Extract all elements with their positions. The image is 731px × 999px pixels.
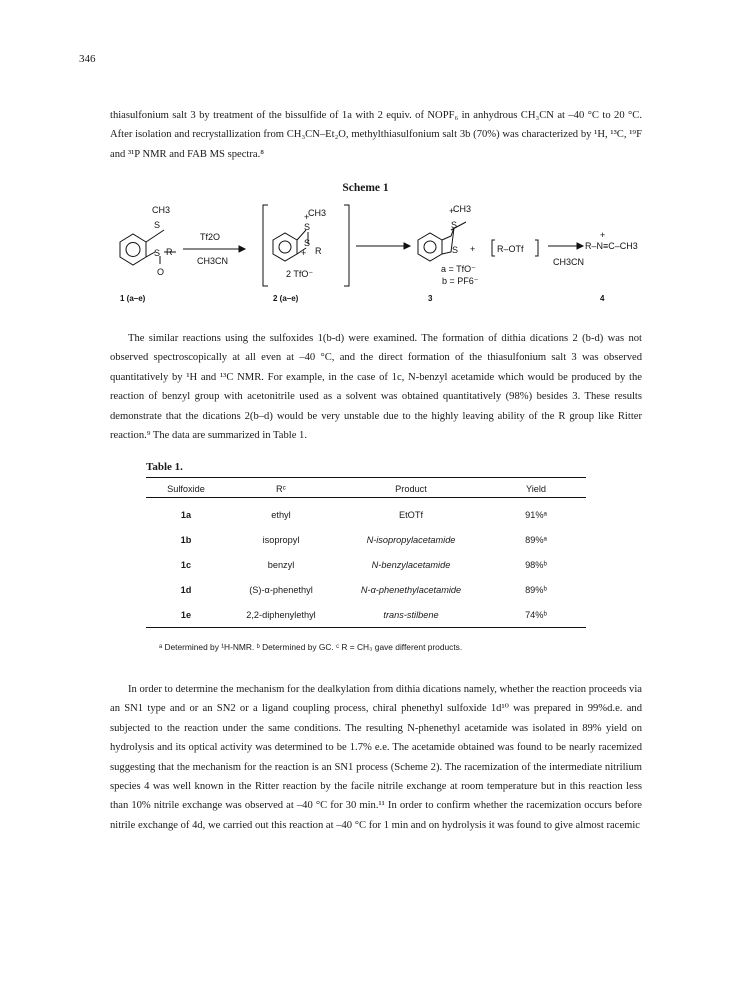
cell-r: ethyl xyxy=(271,509,291,520)
scheme-1-diagram xyxy=(108,200,638,310)
cell-r: isopropyl xyxy=(262,534,300,545)
table-row xyxy=(146,527,586,552)
table-row xyxy=(146,602,586,628)
cell-yield: 91%ᵃ xyxy=(525,509,547,520)
header-sulfoxide: Sulfoxide xyxy=(146,478,226,498)
table-caption: Table 1. xyxy=(146,461,183,473)
svg-text:R–N≡C–CH3: R–N≡C–CH3 xyxy=(585,241,638,251)
svg-text:+: + xyxy=(304,212,310,222)
scheme-title: Scheme 1 xyxy=(342,182,389,194)
svg-text:CH3: CH3 xyxy=(152,205,171,215)
svg-text:S: S xyxy=(304,222,311,232)
svg-text:R: R xyxy=(315,246,322,256)
cell-sulfoxide: 1b xyxy=(180,534,192,545)
cell-r: benzyl xyxy=(267,559,295,570)
svg-text:3: 3 xyxy=(428,294,433,303)
results-table xyxy=(146,477,586,628)
table-row xyxy=(146,552,586,577)
table-row xyxy=(146,498,586,528)
table-footnote: ᵃ Determined by ¹H-NMR. ᵇ Determined by GC. ᶜ R = CH₃ gave different products. xyxy=(159,642,463,652)
svg-text:4: 4 xyxy=(600,294,605,303)
svg-text:S: S xyxy=(154,220,161,230)
cell-yield: 98%ᵇ xyxy=(525,559,547,570)
svg-text:CH3CN: CH3CN xyxy=(553,257,585,267)
cell-product: N-benzylacetamide xyxy=(371,559,451,570)
paragraph-3: In order to determine the mechanism for the dealkylation from dithia dications namely, whether the reaction proceeds via an SN1 type and or an SN2 or a ligand coupling process, chiral phenethyl sulfoxide 1d¹⁰ was prepared in 99%d.e. and subjected to the reaction under the same conditions. The resulting N-phenethyl acetamide was isolated in 89% yield on hydrolysis and its optical activity was determined to be 1.7% e.e. The acetamide obtained was found to be nearly racemized suggesting that the mechanism for the reaction is an SN1 process (Scheme 2). The racemization of the intermediate nitrilium species 4 was well known in the Ritter reaction by the facile nitrile exchange at room temperature but in this reaction less than 10% nitrile exchange was observed at –40 °C for 30 min.¹¹ In order to confirm whether the racemization occurs before nitrile exchange of 4d, we carried out this reaction at –40 °C for 1 min and on hydrolysis it was found to give almost racemic xyxy=(110,684,642,831)
cell-yield: 89%ᵇ xyxy=(525,584,547,595)
svg-text:a = TfO⁻: a = TfO⁻ xyxy=(441,264,476,274)
svg-text:b = PF6⁻: b = PF6⁻ xyxy=(442,276,479,286)
header-yield: Yield xyxy=(486,478,586,498)
svg-text:+: + xyxy=(470,244,476,254)
table-row xyxy=(146,577,586,602)
benzene-ring-3 xyxy=(418,233,442,261)
cell-sulfoxide: 1c xyxy=(180,559,192,570)
cell-yield: 74%ᵇ xyxy=(486,602,586,628)
cell-product: trans-stilbene xyxy=(336,602,486,628)
cell-product: N-α-phenethylacetamide xyxy=(360,584,462,595)
cell-yield: 89%ᵃ xyxy=(525,534,547,545)
cell-sulfoxide: 1d xyxy=(180,584,192,595)
svg-text:Tf2O: Tf2O xyxy=(200,232,221,242)
cell-r: 2,2-diphenylethyl xyxy=(226,602,336,628)
cell-sulfoxide: 1a xyxy=(180,509,192,520)
svg-text:+: + xyxy=(301,248,307,258)
cell-sulfoxide: 1e xyxy=(146,602,226,628)
header-product: Product xyxy=(336,478,486,498)
svg-text:2 TfO⁻: 2 TfO⁻ xyxy=(286,269,314,279)
benzene-ring-1 xyxy=(120,234,146,265)
cell-product: N-isopropylacetamide xyxy=(366,534,456,545)
cell-product: EtOTf xyxy=(399,509,423,520)
svg-text:CH3: CH3 xyxy=(453,204,472,214)
page-number: 346 xyxy=(79,53,96,65)
svg-text:CH3CN: CH3CN xyxy=(197,256,229,266)
svg-text:S: S xyxy=(304,238,311,248)
svg-text:R–OTf: R–OTf xyxy=(497,244,524,254)
svg-text:R: R xyxy=(166,247,173,257)
svg-text:O: O xyxy=(157,267,165,277)
svg-text:S: S xyxy=(451,220,458,230)
svg-text:S: S xyxy=(452,245,459,255)
svg-text:1 (a–e): 1 (a–e) xyxy=(120,294,146,303)
paragraph-2: The similar reactions using the sulfoxides 1(b-d) were examined. The formation of dithia dications 2 (b-d) was not observed spectroscopically at all even at –40 °C, and the direct formation of the thiasulfonium salt 3 was observed quantitatively by ¹H and ¹³C NMR. For example, in the case of 1c, N-benzyl acetamide which would be produced by the reaction of benzyl group with acetonitrile used as a solvent was obtained quantitatively (98%) besides 3. These results demonstrate that the dications 2(b–d) would be very unstable due to the highly leaving ability of the R group like Ritter reaction.⁹ The data are summarized in Table 1. xyxy=(110,333,642,442)
table-header-row xyxy=(146,478,586,498)
svg-text:+: + xyxy=(449,206,455,216)
cell-r: (S)-α-phenethyl xyxy=(249,584,313,595)
header-r: Rᶜ xyxy=(226,478,336,498)
svg-text:2 (a–e): 2 (a–e) xyxy=(273,294,299,303)
svg-text:CH3: CH3 xyxy=(308,208,327,218)
benzene-ring-2 xyxy=(273,233,297,261)
svg-text:S: S xyxy=(154,248,161,258)
paragraph-1: thiasulfonium salt 3 by treatment of the bissulfide of 1a with 2 equiv. of NOPF₆ in anhydrous CH₃CN at –40 °C to 20 °C. After isolation and recrystallization from CH₃CN–Et₂O, methylthiasulfonium salt 3b (70%) was characterized by ¹H, ¹³C, ¹⁹F and ³¹P NMR and FAB MS spectra.⁸ xyxy=(110,110,642,160)
svg-text:+: + xyxy=(600,230,606,240)
